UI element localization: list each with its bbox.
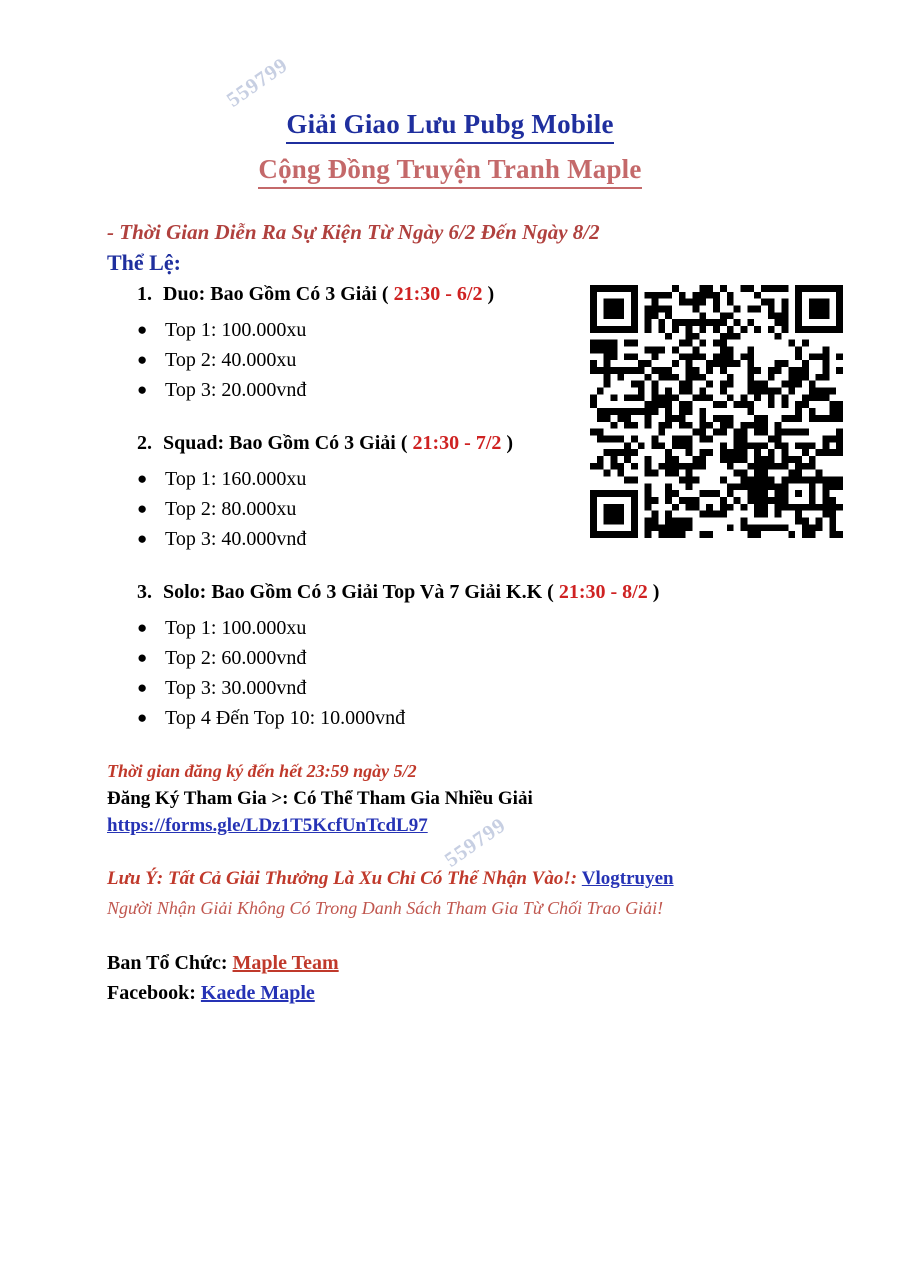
section-title: Squad: Bao Gồm Có 3 Giải xyxy=(163,432,401,454)
bullet-icon: ● xyxy=(137,499,148,518)
prize-text: Top 1: 160.000xu xyxy=(165,468,307,490)
organizer-line xyxy=(107,952,339,975)
prize-text: Top 3: 40.000vnđ xyxy=(165,528,307,550)
organizer-label: Ban Tổ Chức: xyxy=(107,952,233,974)
section-time: 21:30 - 8/2 xyxy=(558,581,648,603)
prize-note-text: Lưu Ý: Tất Cả Giải Thưởng Là Xu Chỉ Có Thể Nhận Vào!: xyxy=(107,868,582,889)
section-title: Solo: Bao Gồm Có 3 Giải Top Và 7 Giải K.K xyxy=(163,581,548,603)
prize-list-item xyxy=(137,379,306,402)
prize-text: Top 1: 100.000xu xyxy=(165,617,307,639)
prize-text: Top 2: 80.000xu xyxy=(165,498,297,520)
section-heading xyxy=(137,581,659,604)
section-time: 21:30 - 7/2 xyxy=(412,432,502,454)
prize-list-item xyxy=(137,528,306,551)
facebook-label: Facebook: xyxy=(107,982,201,1004)
watermark-bottom: 559799 xyxy=(440,812,511,872)
qr-code-image xyxy=(590,284,843,539)
paren-close: ) xyxy=(501,432,514,454)
date-range-prefix: - Thời Gian Diễn Ra Sự Kiện Từ Ngày xyxy=(107,220,449,244)
section-time: 21:30 - 6/2 xyxy=(393,283,483,305)
prize-list-item xyxy=(137,617,306,640)
prize-list-item xyxy=(137,319,306,342)
watermark-top: 559799 xyxy=(222,52,293,112)
paren-open: ( xyxy=(547,581,559,603)
registration-deadline: Thời gian đăng ký đến hết 23:59 ngày 5/2 xyxy=(107,761,417,781)
paren-close: ) xyxy=(647,581,660,603)
prize-text: Top 2: 60.000vnđ xyxy=(165,647,307,669)
page-title xyxy=(0,108,900,189)
bullet-icon: ● xyxy=(137,618,148,637)
prize-text: Top 4 Đến Top 10: 10.000vnđ xyxy=(165,707,406,729)
section-number: 3. xyxy=(137,581,152,603)
prize-text: Top 3: 20.000vnđ xyxy=(165,379,307,401)
prize-list-item xyxy=(137,498,296,521)
prize-list-item xyxy=(137,677,306,700)
bullet-icon: ● xyxy=(137,469,148,488)
section-heading xyxy=(137,283,494,306)
paren-open: ( xyxy=(400,432,413,454)
section-number: 1. xyxy=(137,283,152,305)
bullet-icon: ● xyxy=(137,529,148,548)
vlogtruyen-link[interactable]: Vlogtruyen xyxy=(581,868,674,889)
registration-label: Đăng Ký Tham Gia >: Có Thể Tham Gia Nhiều Giải xyxy=(107,788,533,809)
bullet-icon: ● xyxy=(137,320,148,339)
paren-close: ) xyxy=(482,283,495,305)
prize-list-item xyxy=(137,707,405,730)
qr-code[interactable] xyxy=(590,284,843,539)
rules-label: Thể Lệ: xyxy=(107,250,181,275)
date-mid: Đến Ngày xyxy=(475,220,573,244)
prize-note-secondary: Người Nhận Giải Không Có Trong Danh Sách Tham Gia Từ Chối Trao Giải! xyxy=(107,898,664,918)
bullet-icon: ● xyxy=(137,648,148,667)
prize-note xyxy=(107,868,674,890)
prize-list-item xyxy=(137,468,306,491)
kaede-maple-link[interactable]: Kaede Maple xyxy=(200,982,315,1004)
prize-text: Top 3: 30.000vnđ xyxy=(165,677,307,699)
bullet-icon: ● xyxy=(137,708,148,727)
registration-form-link[interactable]: https://forms.gle/LDz1T5KcfUnTcdL97 xyxy=(107,815,428,836)
bullet-icon: ● xyxy=(137,678,148,697)
title-primary: Giải Giao Lưu Pubg Mobile xyxy=(286,108,613,144)
event-date-range xyxy=(107,220,600,245)
section-title: Duo: Bao Gồm Có 3 Giải xyxy=(163,283,382,305)
bullet-icon: ● xyxy=(137,380,148,399)
bullet-icon: ● xyxy=(137,350,148,369)
prize-text: Top 1: 100.000xu xyxy=(165,319,307,341)
maple-team-link[interactable]: Maple Team xyxy=(232,952,339,974)
prize-list-item xyxy=(137,647,306,670)
facebook-line xyxy=(107,982,315,1005)
section-heading xyxy=(137,432,513,455)
section-number: 2. xyxy=(137,432,152,454)
title-secondary: Cộng Đồng Truyện Tranh Maple xyxy=(258,153,641,189)
prize-list-item xyxy=(137,349,296,372)
paren-open: ( xyxy=(381,283,394,305)
date-to: 8/2 xyxy=(572,220,600,244)
prize-text: Top 2: 40.000xu xyxy=(165,349,297,371)
date-from: 6/2 xyxy=(448,220,476,244)
